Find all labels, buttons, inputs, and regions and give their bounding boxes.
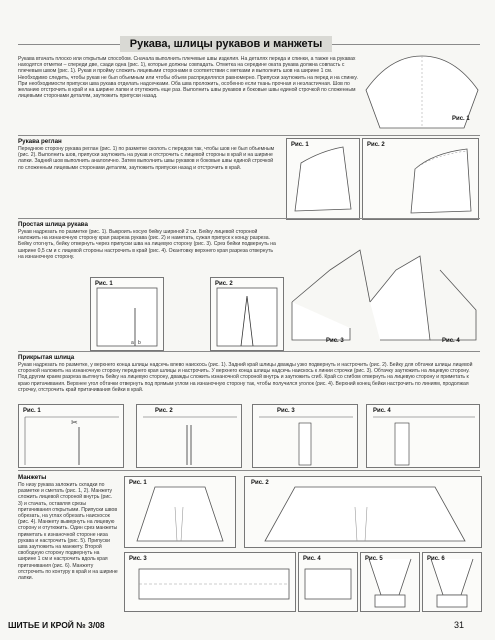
covered-slit-drawing-2 [137, 405, 241, 467]
simple-slit-fig1-label: Рис. 1 [95, 281, 113, 287]
cuffs-figure-1 [124, 476, 236, 548]
raglan-figure-1 [286, 138, 360, 220]
raglan-heading: Рукава реглан [18, 138, 62, 145]
covered-slit-figure-3 [252, 404, 358, 468]
cuffs-figure-2 [244, 476, 482, 548]
covered-slit-fig3-label: Рис. 3 [277, 408, 295, 414]
intro-figure [360, 50, 485, 130]
covered-slit-figure-4 [366, 404, 480, 468]
simple-slit-figure-3-4 [290, 230, 480, 348]
simple-slit-fig2-label: Рис. 2 [215, 281, 233, 287]
covered-slit-drawing-1 [19, 405, 123, 467]
cuffs-fig3-label: Рис. 3 [129, 556, 147, 562]
page-number: 31 [454, 620, 465, 630]
covered-slit-drawing-3 [253, 405, 357, 467]
simple-slit-fig4-label: Рис. 4 [442, 338, 460, 344]
title-rule-left [18, 44, 120, 45]
simple-slit-drawing-3-4 [290, 230, 480, 348]
raglan-text: Переднюю сторону рукава реглан (рис. 1) по разметке сколоть с передом так, чтобы шов не был объемным (рис. 2). Выполнить шов, припуски заутюжить на рукав и отстрочить с лицевой стороны в край и на ширине лапки. Задний шов выполнить аналогично. Затем выполнить швы рукавов и боковые швы единой строчкой по сложенным лицевыми сторонами деталям, заутюжить припуски назад и отстрочить в край. [18, 146, 275, 171]
covered-slit-figure-1 [18, 404, 124, 468]
page-title: Рукава, шлицы рукавов и манжеты [120, 36, 332, 52]
cuffs-drawing-1 [125, 477, 235, 547]
simple-slit-figure-1 [90, 277, 164, 351]
section-divider-3 [18, 351, 480, 352]
cuffs-figure-3 [124, 552, 296, 612]
cuffs-drawing-2 [245, 477, 481, 547]
raglan-fig1-label: Рис. 1 [291, 142, 309, 148]
cuffs-fig2-label: Рис. 2 [251, 480, 269, 486]
section-divider-4 [18, 470, 480, 471]
section-divider-1 [18, 135, 480, 136]
cuffs-fig6-label: Рис. 6 [427, 556, 445, 562]
title-rule-right [332, 44, 480, 45]
covered-slit-heading: Прикрытая шлица [18, 354, 75, 361]
simple-slit-figure-2 [210, 277, 284, 351]
simple-slit-mark-b: b [138, 340, 141, 346]
scissors-icon: ✂ [71, 418, 78, 427]
covered-slit-fig1-label: Рис. 1 [23, 408, 41, 414]
simple-slit-mark-a: a [131, 340, 134, 346]
raglan-drawing-2 [363, 139, 478, 219]
magazine-name: ШИТЬЕ И КРОЙ № 3/08 [8, 620, 105, 630]
simple-slit-drawing-1 [91, 278, 163, 350]
cuffs-text: По низу рукава заложить складки по разметке и сметать (рис. 1, 2). Манжету сложить лицевой стороной внутрь (рис. 3) и стачать, оставляя срезы притачивания открытыми. Припуски швов обрезать, на углах обрезать наискосок (рис. 4). Манжету вывернуть на лицевую сторону и отутюжить. Один срез манжеты приметать к изнаночной стороне низа рукава и настрочить (рис. 5). Припуски шва заутюжить на манжету. Второй свободную сторону подвернуть на ширине 1 см и настрочить вдоль края притачивания (рис. 6). Манжету отстрочить по контуру в край и на ширине лапки. [18, 482, 118, 582]
section-divider-2 [18, 218, 480, 219]
cuffs-heading: Манжеты [18, 474, 47, 481]
covered-slit-fig2-label: Рис. 2 [155, 408, 173, 414]
simple-slit-drawing-2 [211, 278, 283, 350]
raglan-figure-2 [362, 138, 479, 220]
simple-slit-text: Рукав надрезать по разметке (рис. 1). Выкроить косую бейку шириной 2 см. Бейку лицевой стороной наложить на изнаночную сторону края разреза рукава (рис. 2) и наметать, сужая припуск к концу разреза. Бейку отогнуть, бейку отвернуть через припуски шва на лицевую сторону (рис. 3). Срез бейки подвернуть на ширине 0,5 см и с лицевой стороны настрочить в край (рис. 4). Окантовку верхнего края разреза отвернуть на изнаночную сторону. [18, 229, 276, 260]
simple-slit-heading: Простая шлица рукава [18, 221, 88, 228]
intro-text: Рукава втачать плоско или открытым способом. Сначала выполнить плечевые швы изделия. На деталях переда и спинки, а также на рукавах находятся отметки – спереди две, сзади одна (рис. 1), которые должны совпадать. Отметка на середине оката рукава должна совпасть с плечевым швом (рис. 1). Рукав и пройму сложить лицевыми сторонами в соответствии с метками и выполнить шов на ширине 1 см. Необходимо следить, чтобы рукав не был объемным или чтобы объем распределялся равномерно. Припуски заутюжить на перед и на спинку. При необходимости припуски шва рукава отделать надсечками. Оба шва проложить, особенно если ткань прочная и неэластичная. Шов по желанию отстрочить в край и на ширине лапки и отутюжить еще раз. Выполнить швы рукавов и боковые швы единой строчкой по сложенным лицевыми сторонами деталям, заутюжить припуски назад. [18, 56, 358, 100]
intro-fig-label: Рис. 1 [452, 116, 470, 122]
covered-slit-text: Рукав надрезать по разметке, у верхнего конца шлицы надсечь влево наискось (рис. 1). Задний край шлицы дважды узко подвернуть и настрочить (рис. 2). Бейку для обтачки шлицы лицевой стороной наложить на изнаночную сторону переднего края шлицы и настрочить. У верхнего конца шлицы надсечь наискось к линии строчки (рис. 3). Обтачку заутюжить на лицевую сторону. Под другим краем разреза вытянуть бейку на лицевую сторону, дважды сложить изнаночной стороной внутрь и заутюжить сгиб. Край со сгибом отвернуть на лицевую сторону и приметать к краю притачивания. Верхнее угол обтачки отвернуть под прямым углом на изнаночную сторону так, чтобы получился уголок (рис. 4). Верхний конец бейки настрочить по линиям, продолжая строчку, отстрочить край притачивания бейки в край. [18, 362, 473, 393]
covered-slit-drawing-4 [367, 405, 479, 467]
raglan-drawing-1 [287, 139, 359, 219]
cuffs-figure-5 [360, 552, 420, 612]
covered-slit-figure-2 [136, 404, 242, 468]
cuffs-fig1-label: Рис. 1 [129, 480, 147, 486]
cuffs-figure-4 [298, 552, 358, 612]
covered-slit-fig4-label: Рис. 4 [373, 408, 391, 414]
cuffs-figure-6 [422, 552, 482, 612]
cuffs-fig5-label: Рис. 5 [365, 556, 383, 562]
cuffs-fig4-label: Рис. 4 [303, 556, 321, 562]
raglan-fig2-label: Рис. 2 [367, 142, 385, 148]
simple-slit-fig3-label: Рис. 3 [326, 338, 344, 344]
cuffs-drawing-3 [125, 553, 295, 611]
